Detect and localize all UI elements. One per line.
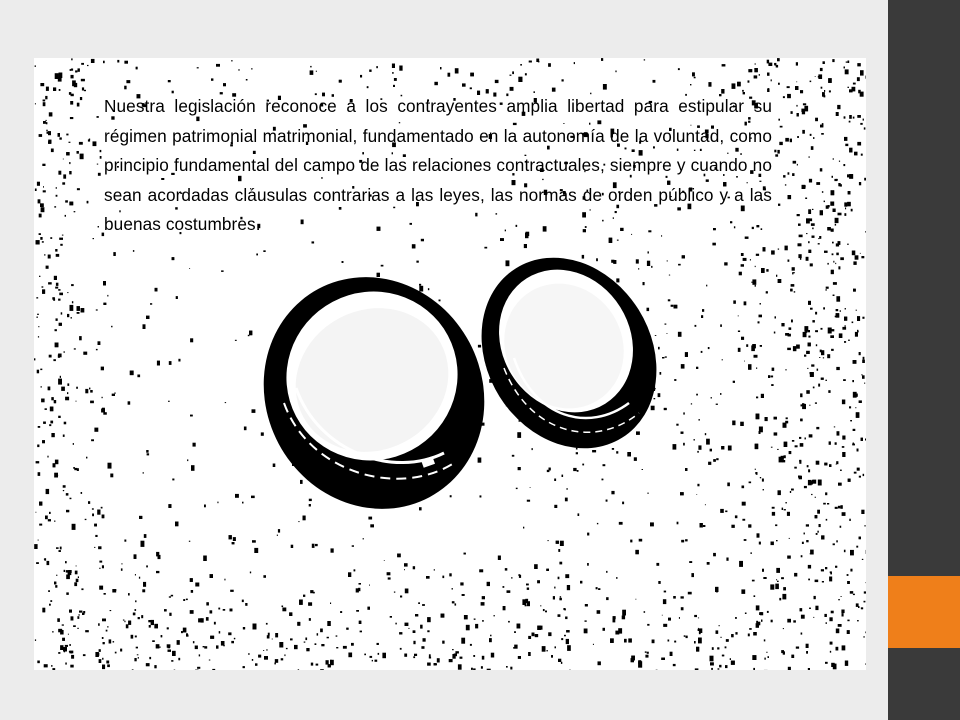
body-paragraph: Nuestra legislación reconoce a los contrayentes amplia libertad para estipular su régimen patrimonial matrimonial, fundamentado en la autonomía de la voluntad, como principio fundamental del campo de las relaciones contractuales, siempre y cuando no sean acordadas cláusulas contrarias a las leyes, las normas de orden público y a las buenas costumbres. bbox=[104, 96, 772, 234]
side-accent-block bbox=[888, 576, 960, 648]
small-ring bbox=[446, 225, 691, 482]
large-ring bbox=[223, 238, 525, 548]
